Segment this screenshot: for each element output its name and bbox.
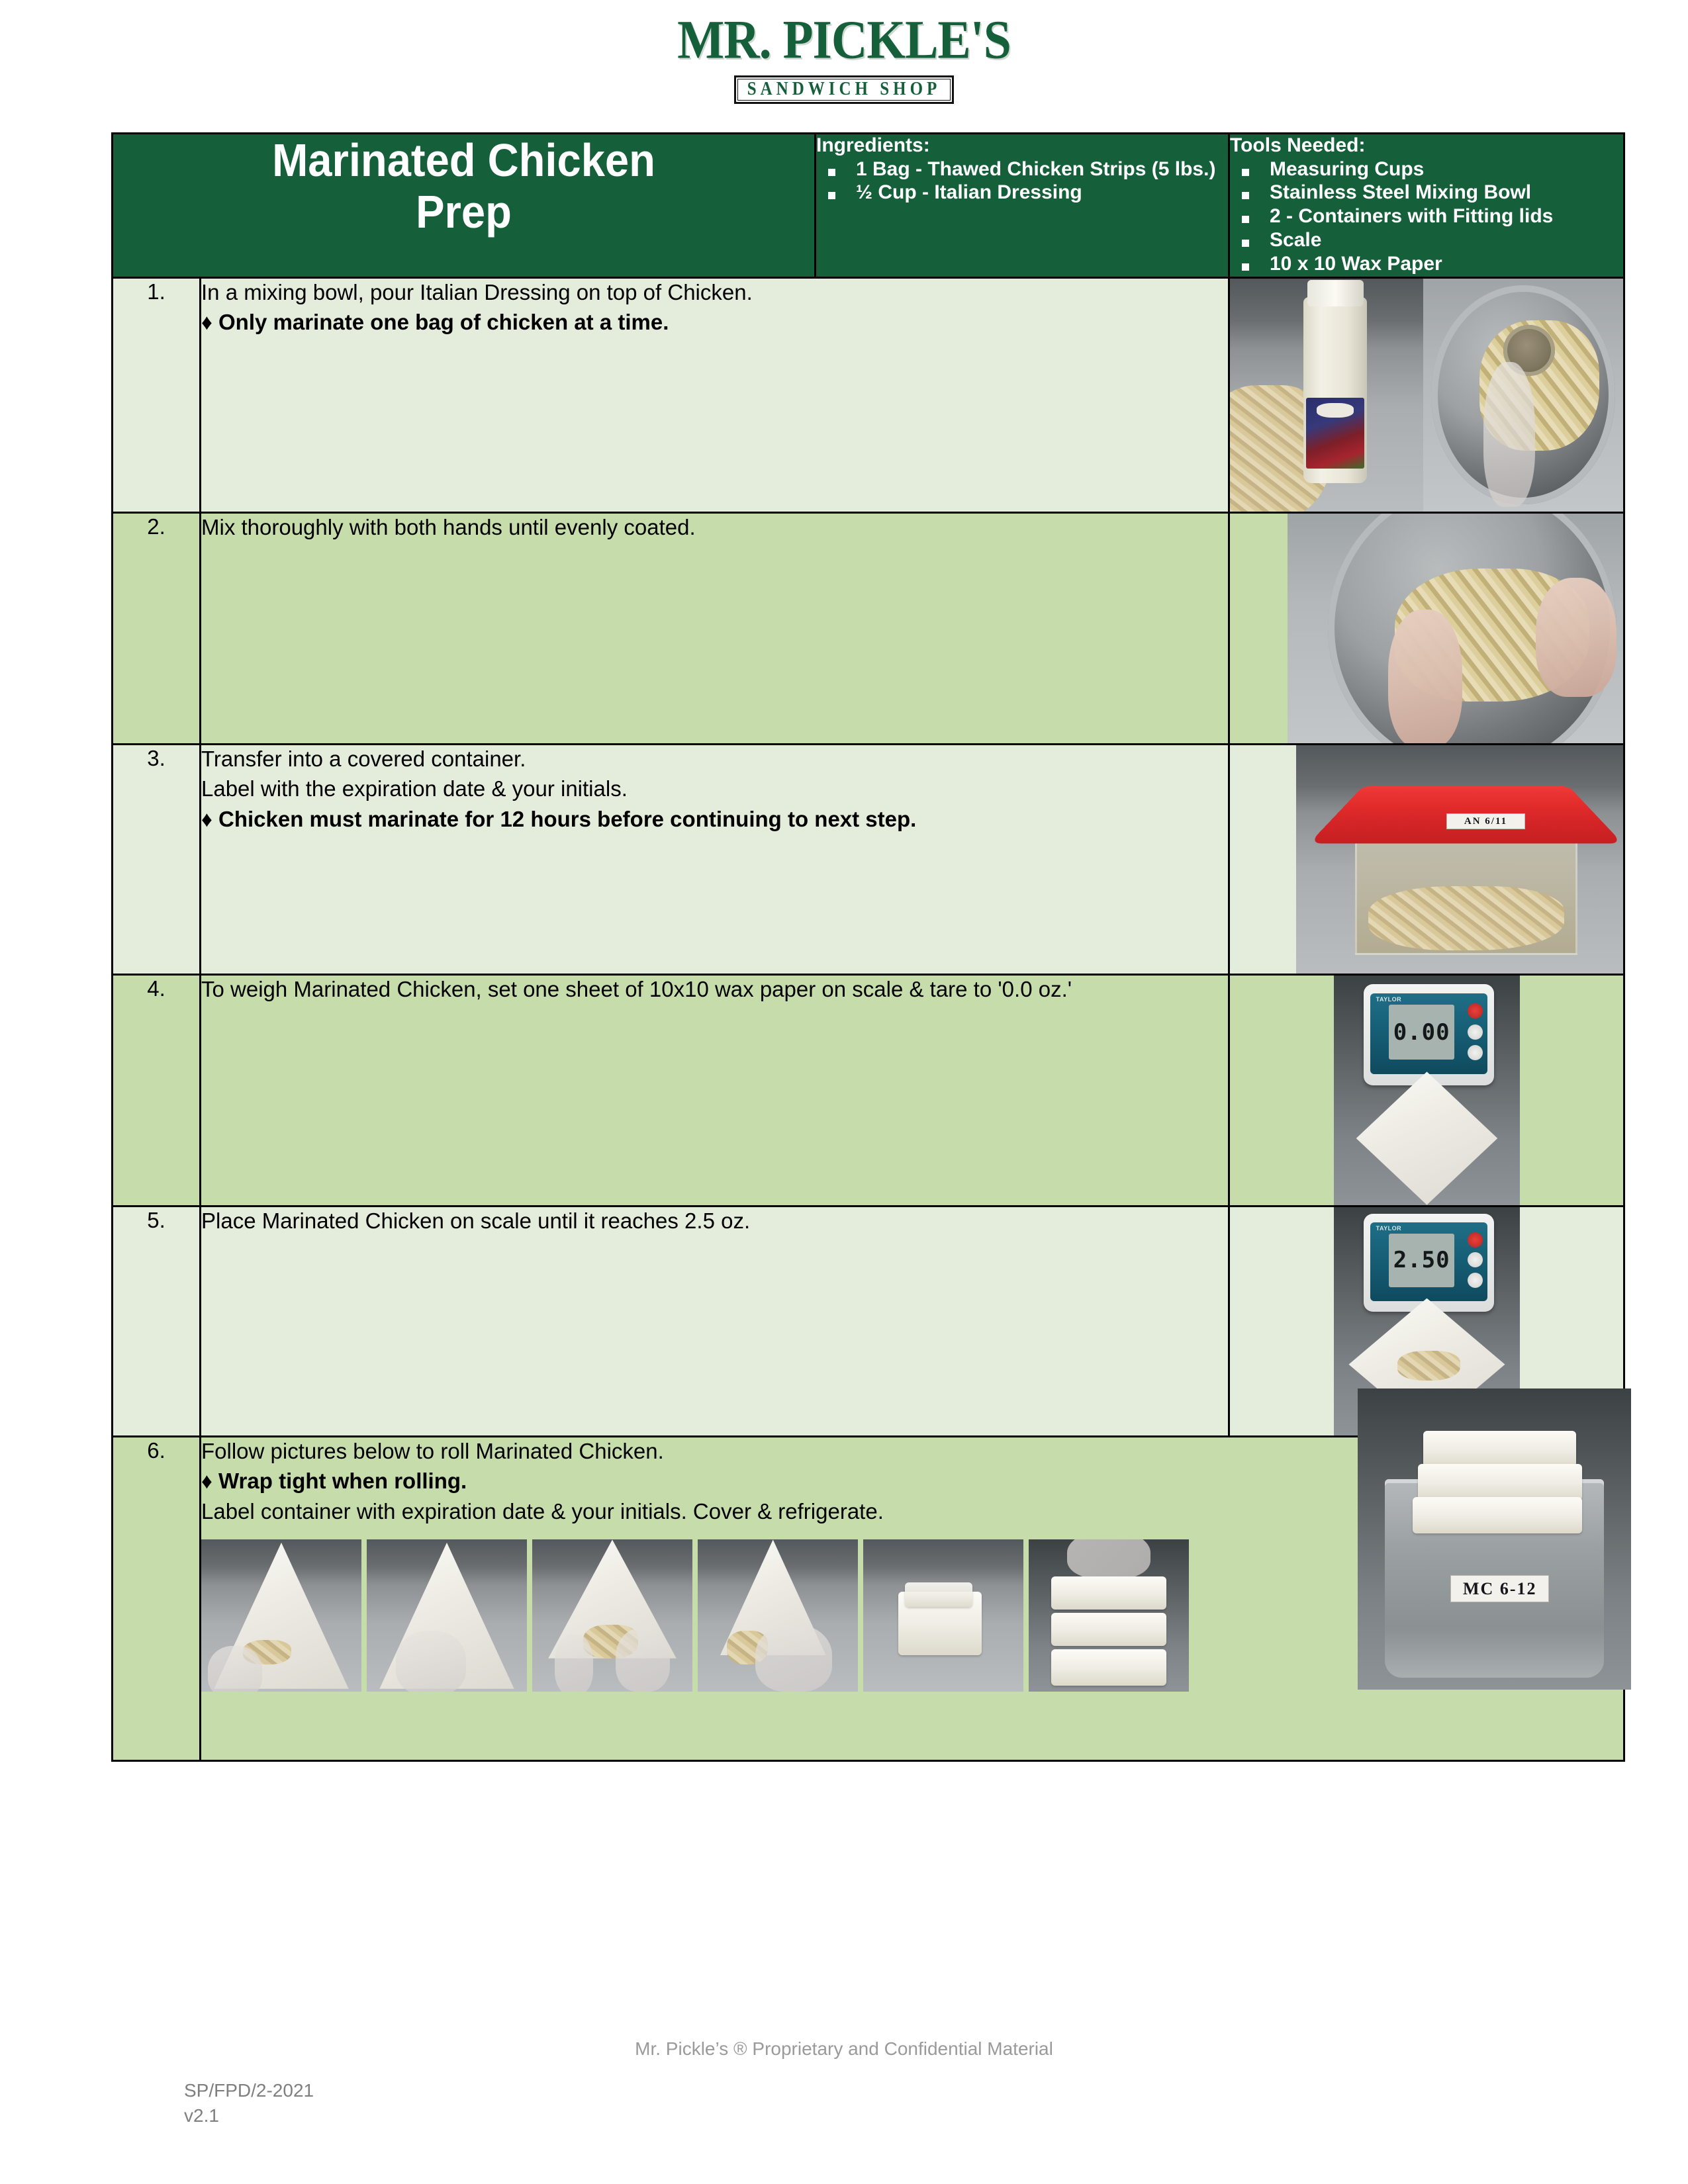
scale-unit-button (1468, 1024, 1483, 1040)
photo-strip (1230, 514, 1623, 743)
scale-reading: 2.50 (1393, 1247, 1450, 1274)
step-line: Mix thoroughly with both hands until evenly coated. (201, 514, 696, 539)
ingredients-heading: Ingredients: (816, 134, 930, 156)
step-number: 3. (113, 744, 201, 974)
photo-roll-step-6-stack-of-rolls (1029, 1539, 1189, 1692)
pan-label: MC 6-12 (1450, 1575, 1549, 1602)
ingredient-item: 1 Bag - Thawed Chicken Strips (5 lbs.) (816, 158, 1228, 181)
table-row (113, 744, 1624, 974)
step-line: Label with the expiration date & your initials. (201, 776, 628, 801)
step-line-note: ♦ Only marinate one bag of chicken at a time. (201, 310, 669, 335)
step-text (201, 512, 1229, 744)
tools-heading: Tools Needed: (1230, 134, 1366, 156)
logo-wordmark: MR. PICKLE'S (677, 9, 1011, 71)
photo-scale-tared-with-wax-paper (1334, 976, 1520, 1205)
step-line-note: ♦ Wrap tight when rolling. (201, 1469, 467, 1494)
step-line: Label container with expiration date & your initials. Cover & refrigerate. (201, 1498, 884, 1524)
tool-item: 10 x 10 Wax Paper (1230, 253, 1623, 276)
step-media (1229, 974, 1624, 1206)
step-text (201, 744, 1229, 974)
rolling-sequence-strip (201, 1539, 1189, 1692)
photo-pouring-dressing-into-bowl (1423, 279, 1623, 512)
step-number: 1. (113, 277, 201, 512)
step-media (1229, 277, 1624, 512)
step-line: Transfer into a covered container. (201, 746, 526, 771)
page-title-line1: Marinated Chicken (272, 134, 655, 186)
scale-power-button (1468, 1003, 1483, 1019)
photo-roll-step-4-continue-rolling (698, 1539, 858, 1692)
logo-subtitle-box (734, 75, 955, 104)
step-media (1229, 744, 1624, 974)
step-line: In a mixing bowl, pour Italian Dressing on top of Chicken. (201, 279, 753, 304)
ingredients-list (816, 158, 1228, 205)
step-text (201, 974, 1229, 1206)
table-row (113, 1436, 1624, 1760)
step-line: To weigh Marinated Chicken, set one sheet of 10x10 wax paper on scale & tare to '0.0 oz.' (201, 976, 1072, 1001)
step-line: Follow pictures below to roll Marinated Chicken. (201, 1438, 664, 1463)
step-line: Place Marinated Chicken on scale until it reaches 2.5 oz. (201, 1208, 751, 1233)
photo-mixing-chicken-by-hand-in-bowl (1288, 514, 1623, 743)
photo-roll-step-3-fold-sides-in (532, 1539, 692, 1692)
ingredients-cell (816, 134, 1229, 278)
tool-item: Scale (1230, 229, 1623, 252)
scale-tare-button (1468, 1273, 1483, 1288)
photo-pan-of-wrapped-portions (1358, 1388, 1631, 1690)
step-line-note: ♦ Chicken must marinate for 12 hours before continuing to next step. (201, 806, 917, 831)
photo-covered-container-red-lid (1296, 745, 1623, 974)
scale-power-button (1468, 1232, 1483, 1248)
scale-reading: 0.00 (1393, 1019, 1450, 1046)
photo-dressing-jug-and-chicken-bag (1230, 279, 1423, 512)
tool-item: Measuring Cups (1230, 158, 1623, 181)
footer-version: v2.1 (184, 2105, 219, 2126)
footer-doc-info (184, 2078, 314, 2128)
photo-roll-step-1-chicken-on-wax-paper (201, 1539, 361, 1692)
step-number: 4. (113, 974, 201, 1206)
step-number: 2. (113, 512, 201, 744)
tools-cell (1229, 134, 1624, 278)
tools-list (1230, 158, 1623, 276)
step-number: 5. (113, 1206, 201, 1436)
scale-unit-button (1468, 1252, 1483, 1267)
photo-roll-step-2-fold-corner-over (367, 1539, 527, 1692)
table-row (113, 277, 1624, 512)
logo-subtitle: SANDWICH SHOP (747, 79, 941, 100)
table-row (113, 512, 1624, 744)
step-text (201, 277, 1229, 512)
step-media (1229, 512, 1624, 744)
container-label: AN 6/11 (1446, 813, 1525, 829)
tool-item: Stainless Steel Mixing Bowl (1230, 181, 1623, 205)
tool-item: 2 - Containers with Fitting lids (1230, 205, 1623, 228)
page-title-cell (113, 134, 816, 278)
ingredient-item: ½ Cup - Italian Dressing (816, 181, 1228, 205)
footer-confidential-notice: Mr. Pickle’s ® Proprietary and Confidential Material (635, 2038, 1053, 2059)
footer-doc-code: SP/FPD/2-2021 (184, 2080, 314, 2101)
table-header-row (113, 134, 1624, 278)
photo-roll-step-5-finished-roll (863, 1539, 1023, 1692)
step-text (201, 1206, 1229, 1436)
page-title-line2: Prep (416, 186, 512, 238)
scale-brand-text: TAYLOR (1376, 995, 1402, 1003)
table-row (113, 974, 1624, 1206)
step-text (201, 1436, 1624, 1760)
scale-brand-text: TAYLOR (1376, 1224, 1402, 1232)
photo-strip (1230, 976, 1623, 1205)
procedure-table (111, 132, 1625, 1762)
brand-logo (0, 0, 1688, 104)
photo-strip (1230, 279, 1623, 512)
step-number: 6. (113, 1436, 201, 1760)
scale-tare-button (1468, 1045, 1483, 1060)
photo-strip (1230, 745, 1623, 974)
